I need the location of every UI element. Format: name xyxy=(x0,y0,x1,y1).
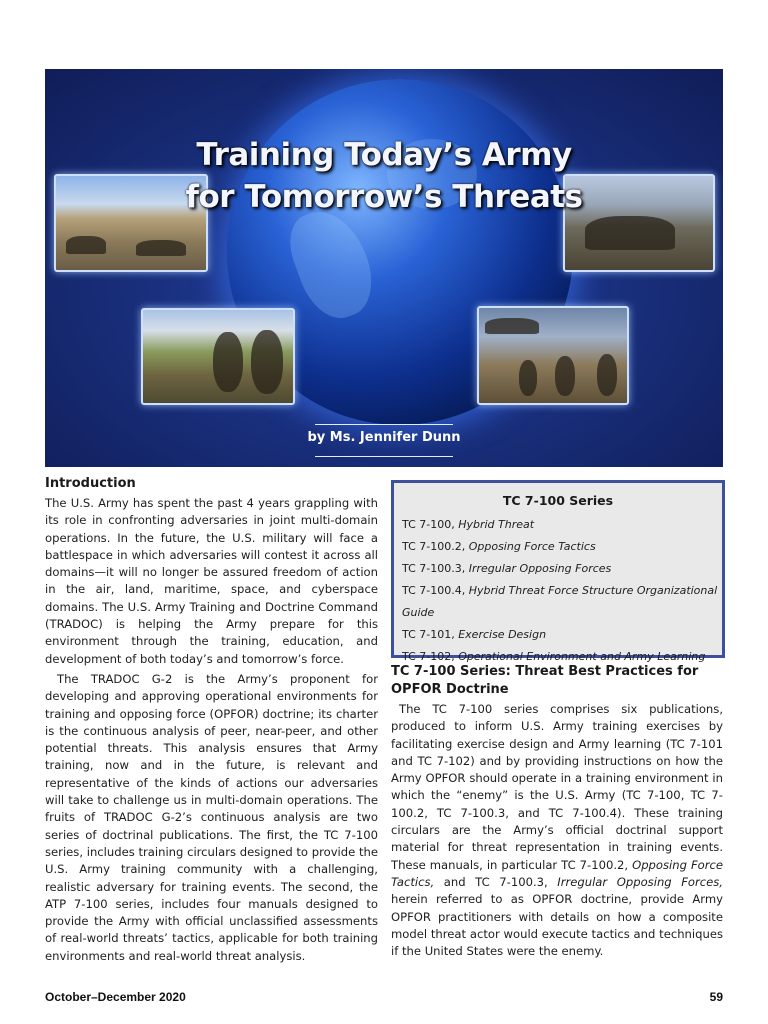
right-column xyxy=(391,663,723,960)
byline-rule-top xyxy=(315,424,453,425)
publication-item: TC 7-100.3, Irregular Opposing Forces xyxy=(402,562,612,575)
section-paragraph: The TC 7-100 series comprises six publications, produced to inform U.S. Army training exercises by facilitating exercise design and Army learning (TC 7-101 and TC 7-102) and by providing instructions on how the Army OPFOR should operate in a training environment in which the “enemy” is the U.S. Army (TC 7-100, TC 7-100.2, TC 7-100.3, and TC 7-100.4). These training circulars are the Army’s official doctrinal support material for threat representation in training events. These manuals, in particular TC 7-100.2, Opposing Force Tactics, and TC 7-100.3, Irregular Opposing Forces, herein referred to as OPFOR doctrine, provide Army OPFOR practitioners with details on how a composite model threat actor would execute tactics and techniques if the United States were the enemy. xyxy=(391,702,723,959)
soldiers-kneeling-photo xyxy=(141,308,295,405)
helicopter-troops-photo xyxy=(477,306,629,405)
left-column xyxy=(45,475,378,965)
article-title-line-2: for Tomorrow’s Threats xyxy=(185,179,583,215)
tc-7-100-series-box xyxy=(391,480,725,663)
publication-list xyxy=(394,514,722,668)
section-heading: TC 7-100 Series: Threat Best Practices for OPFOR Doctrine xyxy=(391,664,699,697)
byline-rule-bottom xyxy=(315,456,453,457)
introduction-paragraph-2: The TRADOC G-2 is the Army’s proponent for developing and approving operational environments for training and opposing force (OPFOR) doctrine; its charter is the continuous analysis of peer, near-peer, and other potential threats. This analysis ensures that Army training, now and in the future, is relevant and representative of the kinds of actions our adversaries will take to challenge us in multi-domain operations. The fruits of TRADOC G-2’s continuous analysis are two series of doctrinal publications. The first, the TC 7-100 series, includes training circulars designed to provide the U.S. Army training community with a challenging, realistic adversary for training events. The second, the ATP 7-100 series, includes four manuals designed to provide the Army with official unclassified assessments of real-world threats’ tactics, applicable for both training environments and real-world threat analysis. xyxy=(45,671,378,963)
publication-item: TC 7-101, Exercise Design xyxy=(402,628,547,641)
article-banner xyxy=(45,69,723,467)
publication-item: TC 7-100.4, Hybrid Threat Force Structure Organizational Guide xyxy=(402,584,718,619)
publication-item: TC 7-100.2, Opposing Force Tactics xyxy=(402,540,596,553)
sidebar-title: TC 7-100 Series xyxy=(502,493,614,508)
author-byline: by Ms. Jennifer Dunn xyxy=(307,430,461,445)
publication-item: TC 7-102, Operational Environment and Army Learning xyxy=(402,650,706,663)
introduction-paragraph-1: The U.S. Army has spent the past 4 years grappling with its role in confronting adversaries in joint multi-domain operations. In the future, the U.S. military will face a battlespace in which adversaries will contest it across all domains—it will no longer be assured freedom of action in the air, land, maritime, space, and cyberspace domains. The U.S. Army Training and Doctrine Command (TRADOC) is helping the Army prepare for this environment through the training, education, and development of both today’s and tomorrow’s force. xyxy=(45,496,378,666)
page-number: 59 xyxy=(709,990,723,1004)
issue-date: October–December 2020 xyxy=(45,990,186,1004)
publication-item: TC 7-100, Hybrid Threat xyxy=(402,518,535,531)
article-title-line-1: Training Today’s Army xyxy=(196,137,572,173)
introduction-heading: Introduction xyxy=(45,476,136,491)
